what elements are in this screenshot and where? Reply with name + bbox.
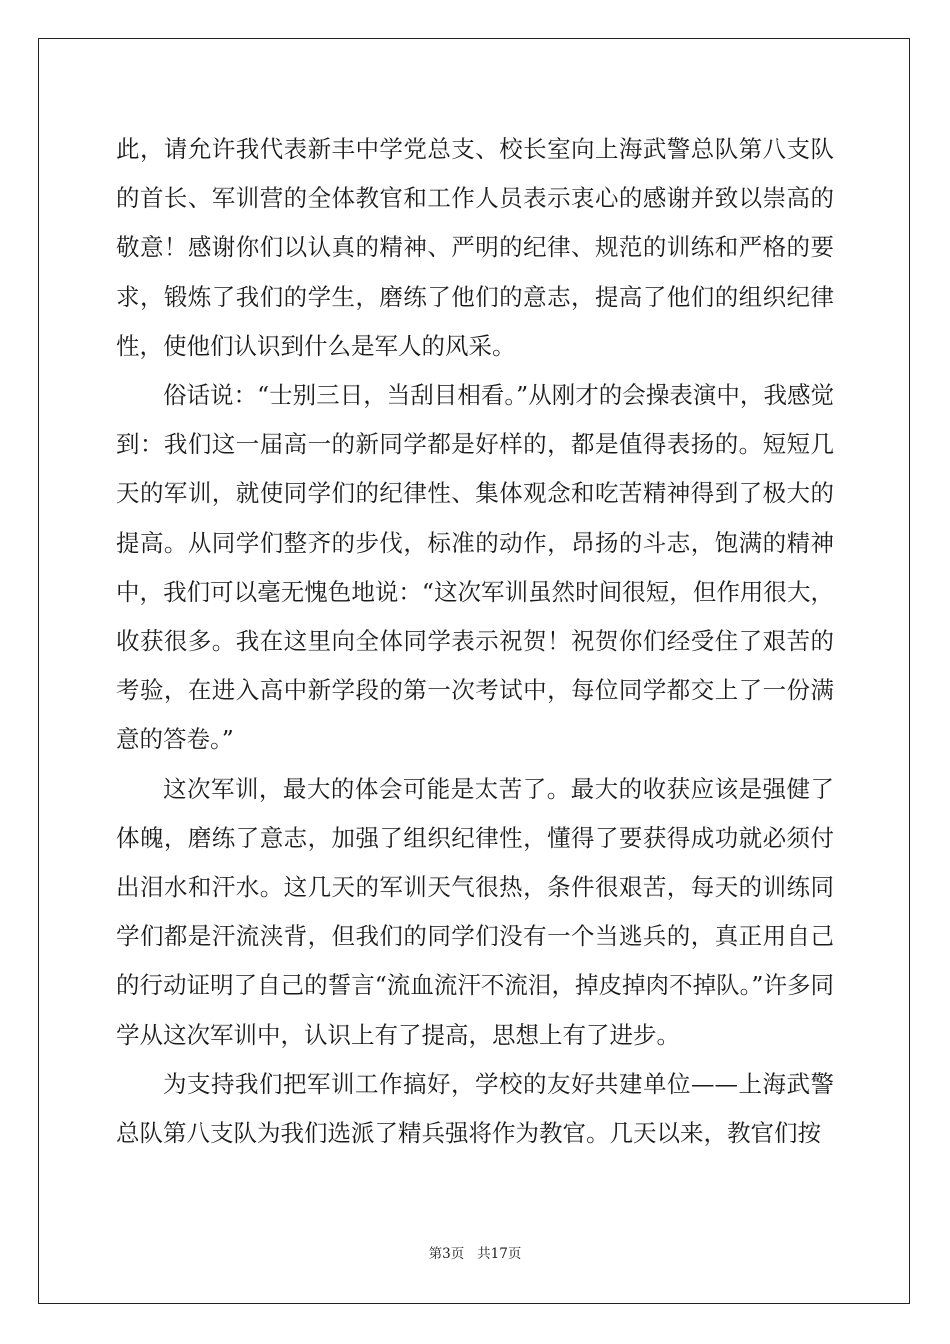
- page-footer: [0, 1244, 950, 1264]
- page-number: 第3页: [428, 1246, 465, 1262]
- paragraph-continuation: 此，请允许我代表新丰中学党总支、校长室向上海武警总队第八支队的首长、军训营的全体教官和工作人员表示衷心的感谢并致以崇高的敬意！感谢你们以认真的精神、严明的纪律、规范的训练和严格的要求，锻炼了我们的学生，磨练了他们的意志，提高了他们的组织纪律性，使他们认识到什么是军人的风采。: [116, 135, 834, 360]
- page-total: 共17页: [477, 1246, 522, 1262]
- paragraph-support: 为支持我们把军训工作搞好，学校的友好共建单位——上海武警总队第八支队为我们选派了精兵强将作为教官。几天以来，教官们按: [116, 1069, 834, 1148]
- paragraph-saying: 俗话说：“士别三日，当刮目相看。”从刚才的会操表演中，我感觉到：我们这一届高一的新同学都是好样的，都是值得表扬的。短短几天的军训，就使同学们的纪律性、集体观念和吃苦精神得到了极大的提高。从同学们整齐的步伐，标准的动作，昂扬的斗志，饱满的精神中，我们可以毫无愧色地说：“这次军训虽然时间很短，但作用很大，收获很多。我在这里向全体同学表示祝贺！祝贺你们经受住了艰苦的考验，在进入高中新学段的第一次考试中，每位同学都交上了一份满意的答卷。”: [116, 381, 834, 754]
- paragraph-experience: 这次军训，最大的体会可能是太苦了。最大的收获应该是强健了体魄，磨练了意志，加强了组织纪律性，懂得了要获得成功就必须付出泪水和汗水。这几天的军训天气很热，条件很艰苦，每天的训练同学们都是汗流浃背，但我们的同学们没有一个当逃兵的，真正用自己的行动证明了自己的誓言“流血流汗不流泪，掉皮掉肉不掉队。”许多同学从这次军训中，认识上有了提高，思想上有了进步。: [116, 774, 834, 1049]
- document-body: [116, 125, 834, 1158]
